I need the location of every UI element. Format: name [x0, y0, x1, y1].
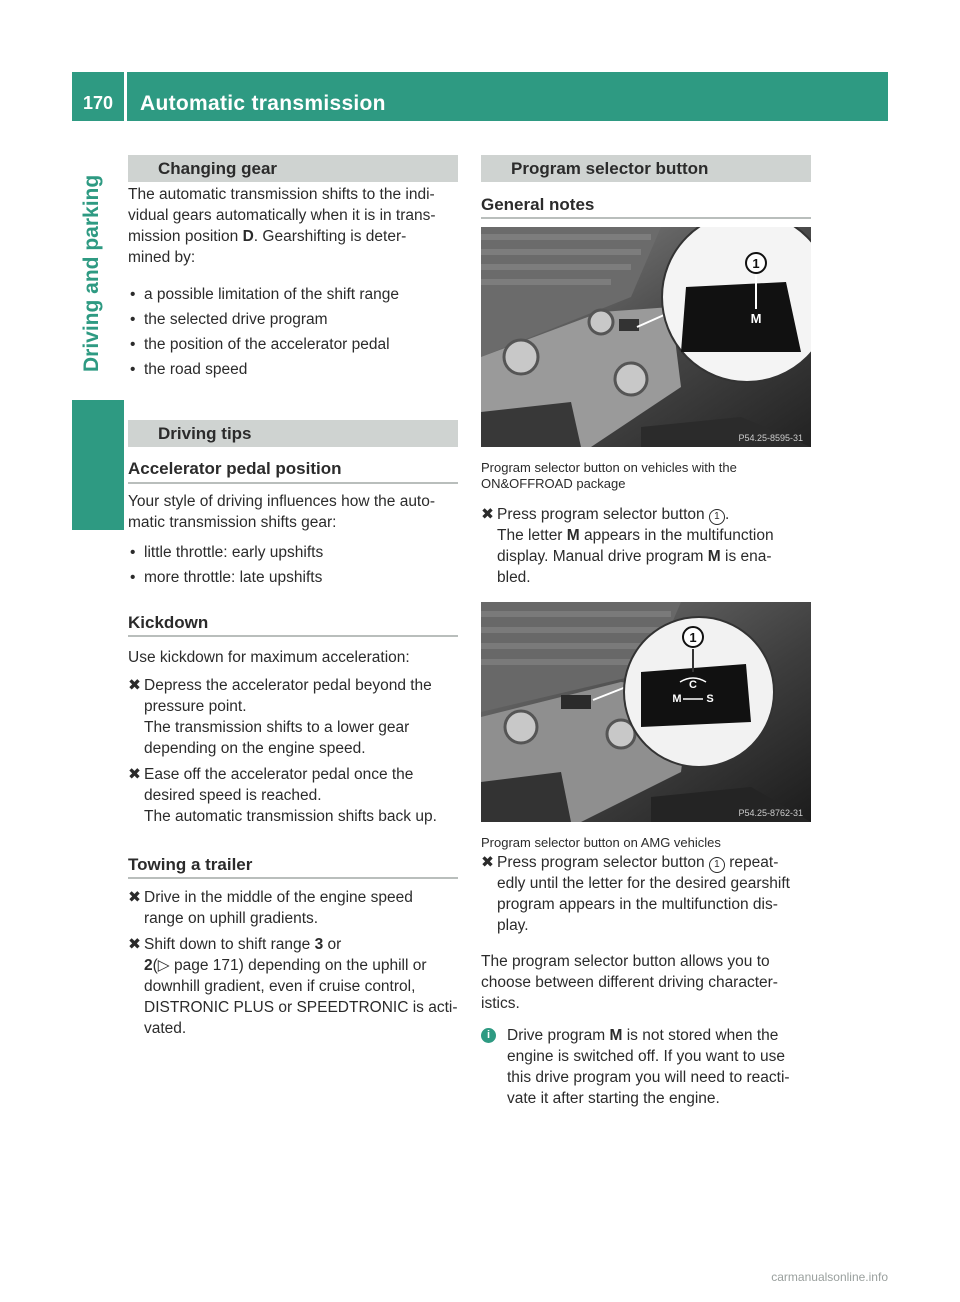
kickdown-step-1: ✖ Depress the accelerator pedal beyond the pressure point. The transmission shifts to a lower gear depending on the engine speed.	[128, 677, 432, 757]
list-item: • little throttle: early upshifts	[128, 542, 323, 563]
callout-ref: 1	[709, 857, 725, 873]
kickdown-step-2: ✖ Ease off the accelerator pedal once the desired speed is reached. The automatic transmission shifts back up.	[128, 766, 437, 825]
info-icon: i	[481, 1028, 496, 1043]
figure-code: P54.25-8595-31	[738, 433, 803, 443]
towing-step-2: ✖ Shift down to shift range 3 or 2(▷ page 171) depending on the uphill or downhill gradient, even if cruise control, DISTRONIC PLUS or SPEEDTRONIC is acti- vated.	[128, 936, 458, 1037]
callout-ref: 1	[709, 509, 725, 525]
selector-step-2: ✖ Press program selector button 1 repeat- edly until the letter for the desired gearshift program appears in the multifunction dis- play.	[481, 854, 790, 934]
selector-letter-m: M	[672, 693, 682, 705]
selector-description: The program selector button allows you to choose between different driving character- istics.	[481, 953, 778, 1012]
chapter-marker	[72, 400, 124, 530]
figure-program-selector-onoffroad	[481, 227, 811, 447]
selector-step-1: ✖ Press program selector button 1 . The letter M appears in the multifunction display. Manual drive program M is ena- bled.	[481, 506, 774, 586]
step-arrow-icon: ✖	[481, 854, 494, 871]
callout-number: 1	[752, 256, 760, 271]
subheading-general-notes: General notes	[481, 195, 595, 214]
divider	[481, 217, 811, 219]
subheading-accelerator: Accelerator pedal position	[128, 459, 342, 478]
header-divider	[124, 72, 127, 121]
figure-code: P54.25-8762-31	[738, 808, 803, 818]
section-heading-driving-tips: Driving tips	[128, 420, 458, 447]
list-item: • the road speed	[128, 359, 247, 380]
watermark: carmanualsonline.info	[771, 1270, 888, 1284]
divider	[128, 877, 458, 879]
divider	[128, 482, 458, 484]
chapter-side-tab: Driving and parking	[80, 174, 103, 372]
step-arrow-icon: ✖	[128, 677, 141, 694]
list-item: • more throttle: late upshifts	[128, 567, 322, 588]
section-heading-changing-gear: Changing gear	[128, 155, 458, 182]
accelerator-intro: Your style of driving influences how the auto- matic transmission shifts gear:	[128, 493, 436, 531]
kickdown-intro: Use kickdown for maximum acceleration:	[128, 649, 410, 666]
selector-letter-s: S	[706, 693, 714, 705]
subheading-kickdown: Kickdown	[128, 613, 209, 632]
list-item: • the position of the accelerator pedal	[128, 334, 390, 355]
page-title: Automatic transmission	[140, 92, 386, 115]
changing-gear-intro: The automatic transmission shifts to the indi- vidual gears automatically when it is in trans- mission position D. Gearshifting is deter- mined by:	[128, 186, 436, 266]
figure-caption: Program selector button on vehicles with the ON&OFFROAD package	[481, 460, 737, 491]
step-arrow-icon: ✖	[481, 506, 494, 523]
towing-step-1: ✖ Drive in the middle of the engine speed range on uphill gradients.	[128, 889, 413, 927]
list-item: • the selected drive program	[128, 309, 328, 330]
callout-number: 1	[689, 630, 697, 645]
page-reference-link[interactable]: (▷ page 171) depending on the uphill or	[152, 957, 427, 974]
info-note: i Drive program M is not stored when the engine is switched off. If you want to use this drive program you will need to reacti- vate it after starting the engine.	[481, 1025, 827, 1109]
step-arrow-icon: ✖	[128, 766, 141, 783]
list-item: • a possible limitation of the shift range	[128, 284, 399, 305]
page-number: 170	[82, 93, 114, 113]
selector-letter: M	[750, 311, 762, 326]
divider	[128, 635, 458, 637]
figure-program-selector-amg	[481, 602, 811, 822]
figure-caption: Program selector button on AMG vehicles	[481, 835, 721, 850]
section-heading-program-selector: Program selector button	[481, 155, 811, 182]
step-arrow-icon: ✖	[128, 936, 141, 953]
step-arrow-icon: ✖	[128, 889, 141, 906]
selector-letter-c: C	[689, 679, 697, 691]
subheading-towing: Towing a trailer	[128, 855, 253, 874]
